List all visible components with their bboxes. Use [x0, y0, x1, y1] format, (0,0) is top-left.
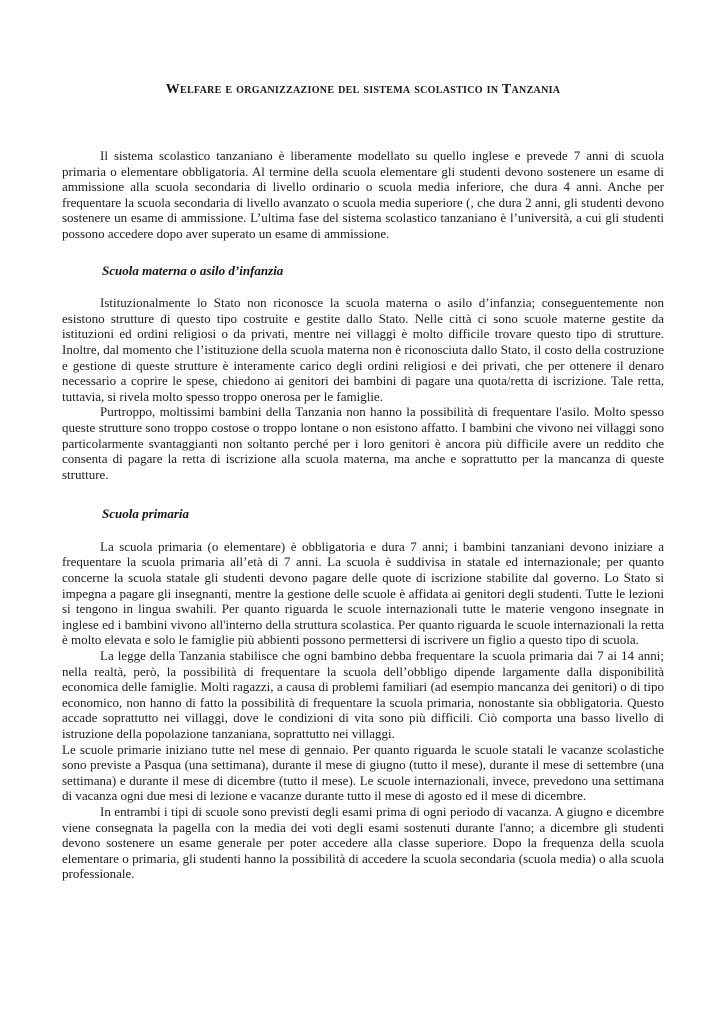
paragraph: Il sistema scolastico tanzaniano è liberamente modellato su quello inglese e prevede 7 anni di scuola primaria o elementare obbligatoria. Al termine della scuola elementare gli studenti devono sostenere un esame di ammissione alla scuola secondaria di livello ordinario o scuola media inferiore, che dura 4 anni. Anche per frequentare la scuola secondaria di livello avanzato o scuola media superiore (, che dura 2 anni, gli studenti devono sostenere un esame di ammissione. L’ultima fase del sistema scolastico tanzaniano è l’università, a cui gli studenti possono accedere dopo aver superato un esame di ammissione.: [62, 148, 664, 241]
paragraph: La scuola primaria (o elementare) è obbligatoria e dura 7 anni; i bambini tanzaniani devono iniziare a frequentare la scuola primaria all’età di 7 anni. La scuola è suddivisa in statale ed internazionale; per quanto concerne la scuola statale gli studenti devono pagare delle quote di iscrizione stabilite dal governo. Lo Stato si impegna a pagare gli insegnanti, mentre la gestione delle scuole è affidata ai genitori degli studenti. Tutte le lezioni si tengono in lingua swahili. Per quanto riguarda le scuole internazionali tutte le materie vengono insegnate in inglese ed i bambini vivono all'interno della struttura scolastica. Per quanto riguarda le scuole internazionali la retta è molto elevata e solo le famiglie più abbienti possono permettersi di iscrivere un figlio a questo tipo di scuola.: [62, 538, 664, 648]
document-title: Welfare e organizzazione del sistema scolastico in Tanzania: [165, 82, 561, 97]
section-heading: Scuola materna o asilo d’infanzia: [102, 262, 284, 278]
paragraph: Istituzionalmente lo Stato non riconosce la scuola materna o asilo d’infanzia; conseguentemente non esistono strutture di questo tipo costruite e gestite dallo Stato. Nelle città ci sono scuole materne gestite da istituzioni ed ordini religiosi o da privati, mentre nei villaggi è molto difficile trovare questo tipo di strutture. Inoltre, dal momento che l’istituzione della scuola materna non è riconosciuta dallo Stato, il costo della costruzione e gestione di queste strutture è interamente carico degli ordini religiosi e dei privati, che per ottenere il denaro necessario a coprire le spese, chiedono ai genitori dei bambini di pagare una quota/retta di iscrizione. Tale retta, tuttavia, si rivela molto spesso troppo onerosa per le famiglie.: [62, 295, 664, 404]
paragraph: In entrambi i tipi di scuole sono previsti degli esami prima di ogni periodo di vacanza. A giugno e dicembre viene consegnata la pagella con la media dei voti degli esami sostenuti durante l'anno; a dicembre gli studenti devono sostenere un esame generale per poter accedere alla classe superiore. Dopo la frequenza della scuola elementare o primaria, gli studenti hanno la possibilità di accedere la scuola secondaria (scuola media) o alla scuola professionale.: [62, 803, 664, 882]
paragraph: La legge della Tanzania stabilisce che ogni bambino debba frequentare la scuola primaria dai 7 ai 14 anni; nella realtà, però, la possibilità di frequentare la scuola dell’obbligo dipende largamente dalla disponibilità economica delle famiglie. Molti ragazzi, a causa di problemi familiari (ad esempio mancanza dei genitori) o di tipo economico, non hanno di fatto la possibilità di frequentare la scuola primaria, nonostante sia obbligatoria. Questo accade soprattutto nei villaggi, dove le condizioni di vita sono più difficili. Ciò comporta una basso livello di istruzione della popolazione tanzaniana, soprattutto nei villaggi.: [62, 648, 664, 741]
paragraph: Le scuole primarie iniziano tutte nel mese di gennaio. Per quanto riguarda le scuole statali le vacanze scolastiche sono previste a Pasqua (una settimana), durante il mese di giugno (tutto il mese), durante il mese di settembre (una settimana) e durante il mese di dicembre (tutto il mese). Le scuole internazionali, invece, prevedono una settimana di vacanza ogni due mesi di lezione e vacanze durante tutto il mese di agosto ed il mese di dicembre.: [62, 741, 664, 804]
section-heading: Scuola primaria: [102, 506, 190, 522]
document-body: [62, 148, 664, 882]
paragraph: Purtroppo, moltissimi bambini della Tanzania non hanno la possibilità di frequentare l'asilo. Molto spesso queste strutture sono troppo costose o troppo lontane o non esistono affatto. I bambini che vivono nei villaggi sono particolarmente svantaggianti non soltanto perché per i loro genitori è ancora più difficile avere un reddito che consenta di pagare la retta di iscrizione alla scuola materna, ma anche e soprattutto per la mancanza di queste strutture.: [62, 404, 664, 482]
